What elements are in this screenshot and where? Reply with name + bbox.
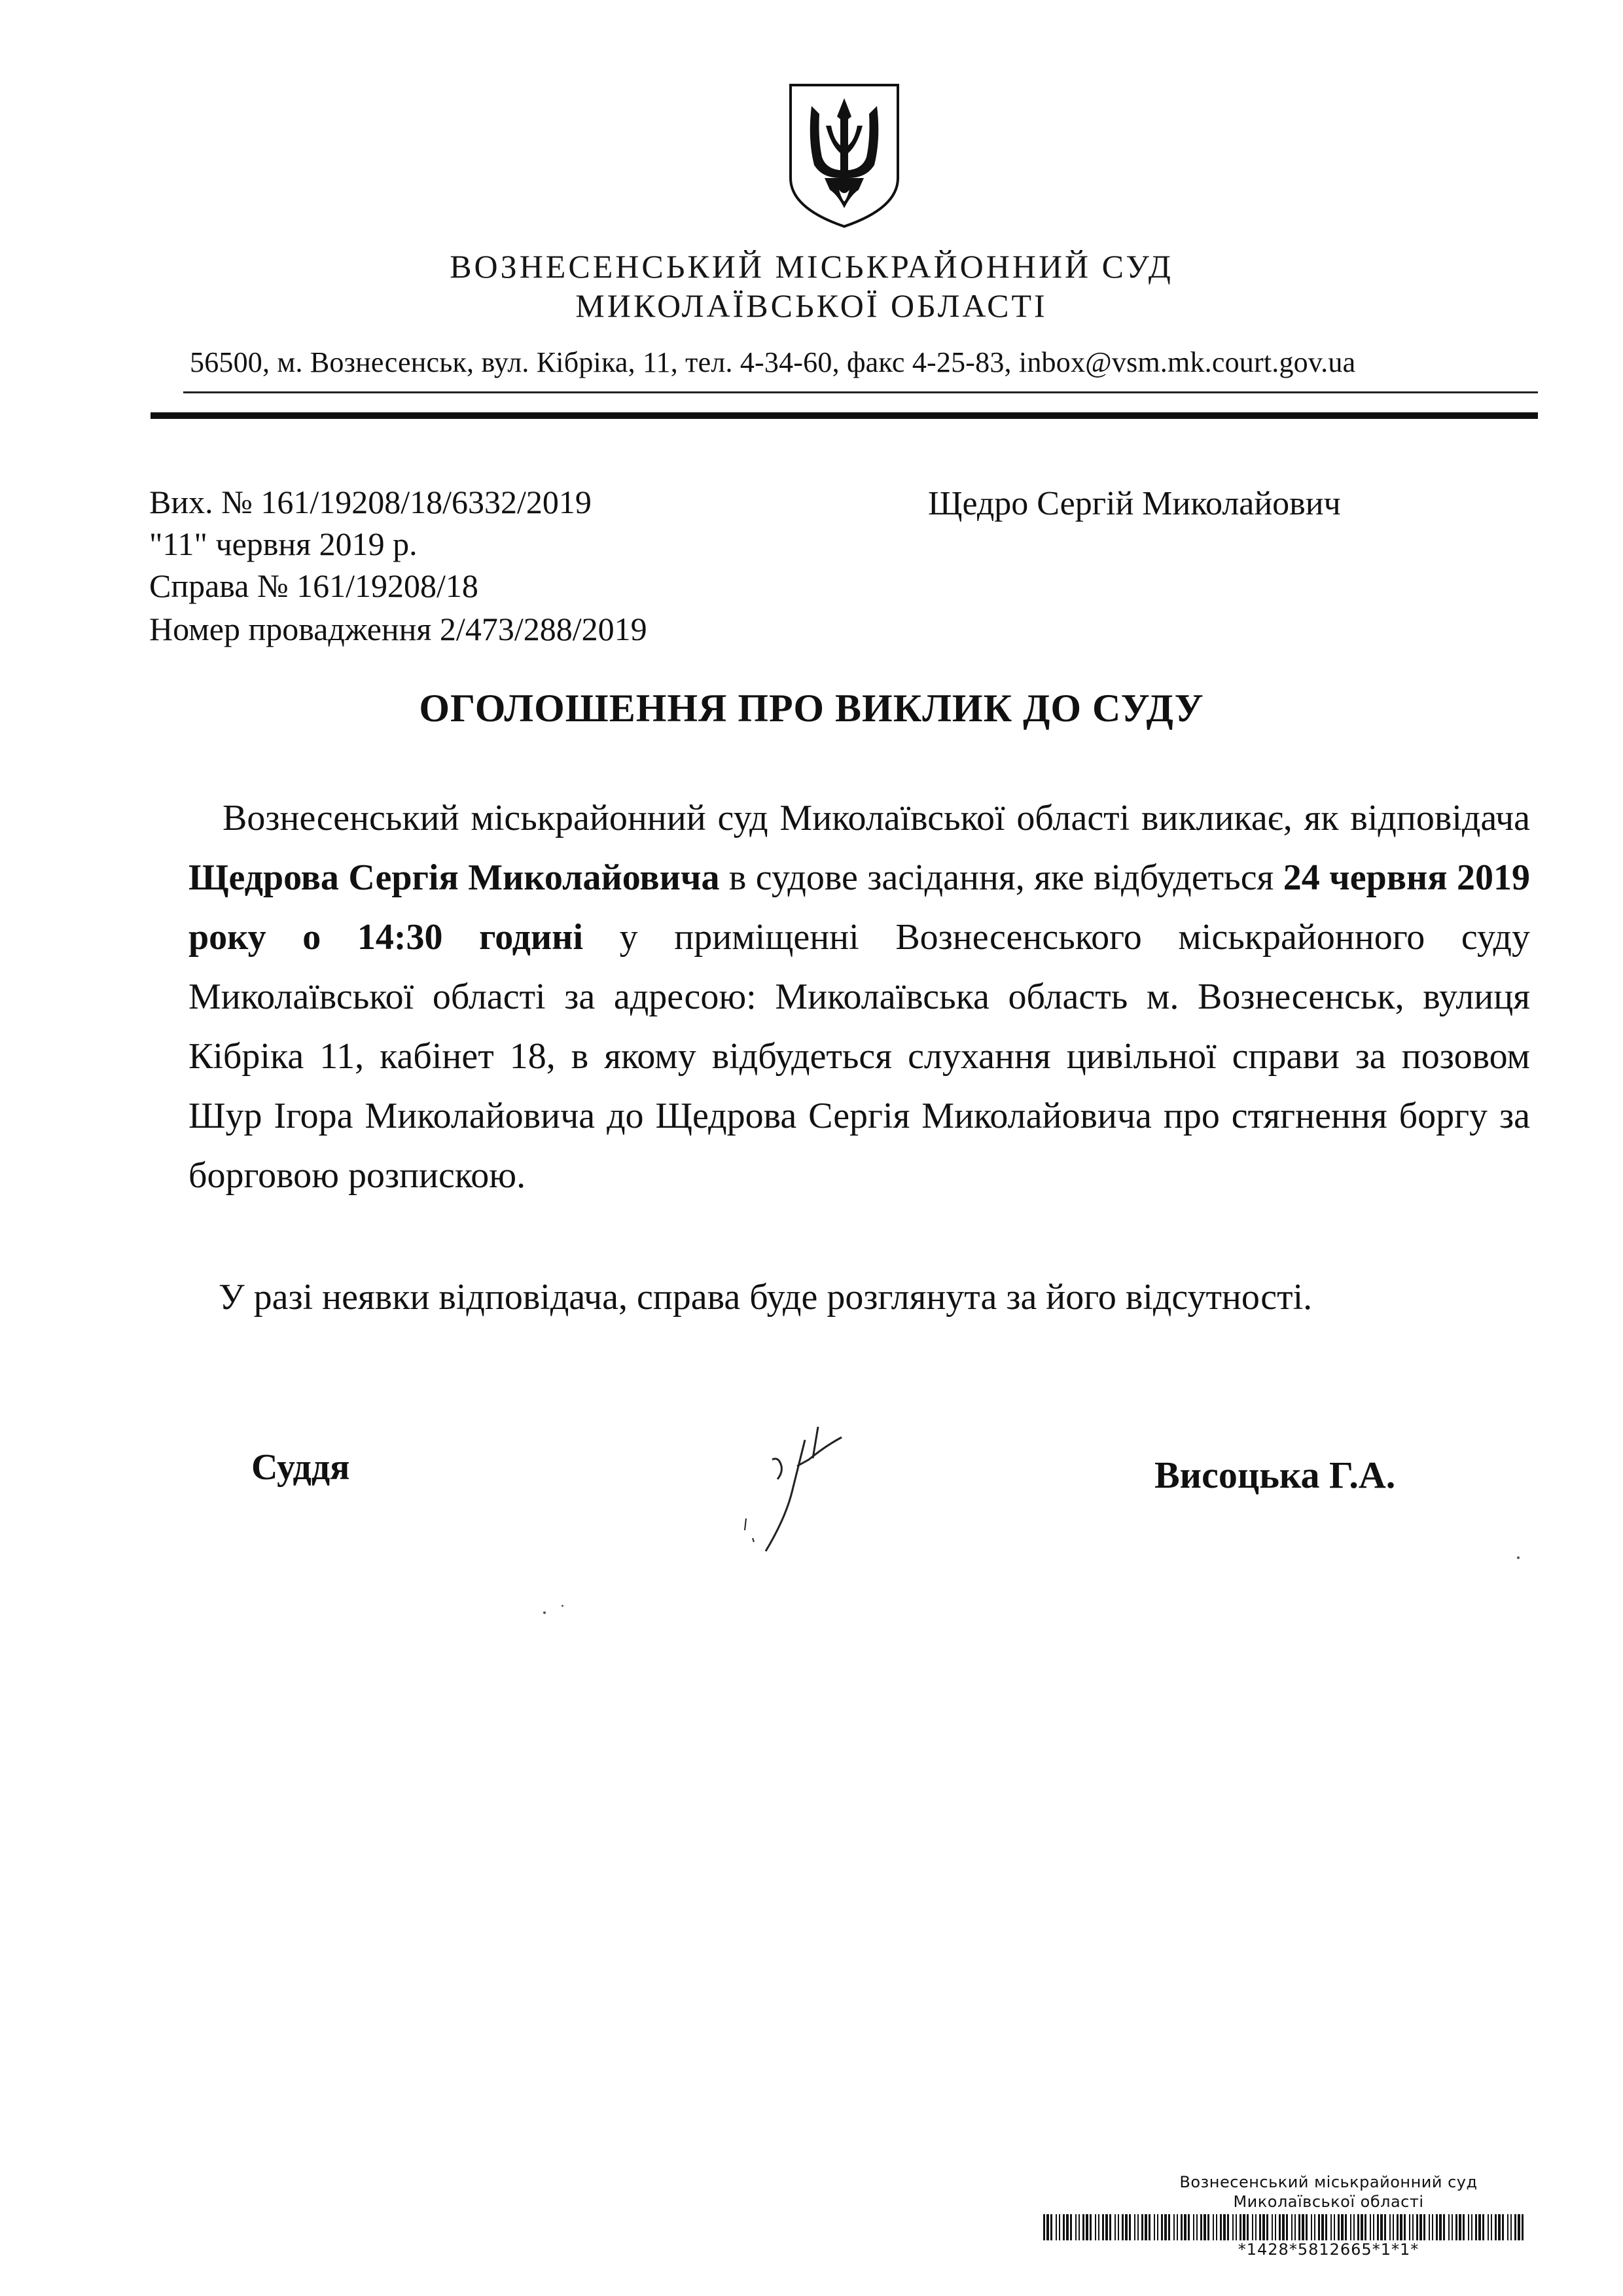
barcode-bar [1079, 2214, 1080, 2240]
barcode-bar [1204, 2214, 1206, 2240]
barcode-bar [1341, 2214, 1344, 2240]
barcode-bar [1393, 2214, 1394, 2240]
barcode-bar [1380, 2214, 1383, 2240]
barcode-bar [1510, 2214, 1512, 2240]
scan-speck [543, 1611, 546, 1614]
barcode-bar [1223, 2214, 1226, 2240]
barcode-bar [1063, 2214, 1065, 2240]
barcode-bar [1177, 2214, 1178, 2240]
barcode-bar [1279, 2214, 1281, 2240]
barcode-bar [1227, 2214, 1229, 2240]
defendant-name: Щедрова Сергія Миколайовича [188, 857, 720, 898]
barcode-bar [1302, 2214, 1304, 2240]
barcode-bar [1330, 2214, 1332, 2240]
barcode-bar [1252, 2214, 1253, 2240]
barcode-bar [1115, 2214, 1116, 2240]
barcode-bar [1364, 2214, 1366, 2240]
body-text-part3: у приміщенні Вознесенського міськрайонного суду Миколаївської області за адресою: Миколаївська область м. Вознесенськ, вулиця Кібріка 11, кабінет 18, в якому відбудеться слухання цивільної справи за позовом Шур Ігора Миколайовича до Щедрова Сергія Миколайовича про стягнення боргу за борговою розпискою. [188, 917, 1530, 1196]
body-text-part2: в судове засідання, яке відбудеться [719, 857, 1283, 898]
barcode-bar [1243, 2214, 1245, 2240]
barcode-bar [1272, 2214, 1273, 2240]
body-text-part1: Вознесенський міськрайонний суд Миколаївської області викликає, як відповідача [223, 798, 1530, 838]
barcode-bar [1149, 2214, 1150, 2240]
barcode-bar [1412, 2214, 1414, 2240]
barcode-bar [1168, 2214, 1170, 2240]
letter-date: "11" червня 2019 р. [149, 526, 418, 562]
proceeding-number: Номер провадження 2/473/288/2019 [149, 611, 647, 647]
barcode-bar [1240, 2214, 1241, 2240]
barcode-bar [1514, 2214, 1516, 2240]
barcode-bar [1357, 2214, 1359, 2240]
barcode-bar [1213, 2214, 1214, 2240]
barcode-bar [1306, 2214, 1308, 2240]
barcode-bar [1196, 2214, 1198, 2240]
barcode-bar [1105, 2214, 1108, 2240]
barcode-bar [1059, 2214, 1060, 2240]
barcode-bar [1043, 2214, 1045, 2240]
hearing-datetime: 24 червня 2019 року о 14:30 годині [188, 857, 1530, 958]
barcode-bar [1145, 2214, 1147, 2240]
barcode-bar [1125, 2214, 1128, 2240]
barcode-bar [1095, 2214, 1096, 2240]
stamp-court-name: Вознесенський міськрайонний суд [1179, 2173, 1478, 2191]
barcode-bar [1463, 2214, 1465, 2240]
barcode-bar [1102, 2214, 1104, 2240]
barcode-bar [1056, 2214, 1057, 2240]
barcode-bar [1188, 2214, 1190, 2240]
barcode-bar [1232, 2214, 1234, 2240]
outgoing-number: Вих. № 161/19208/18/6332/2019 [149, 484, 592, 520]
barcode-bar [1207, 2214, 1209, 2240]
court-name-line2: МИКОЛАЇВСЬКОЇ ОБЛАСТІ [575, 287, 1048, 324]
barcode-bar [1389, 2214, 1391, 2240]
barcode-bar [1432, 2214, 1433, 2240]
barcode-bar [1429, 2214, 1430, 2240]
barcode-bar [1262, 2214, 1265, 2240]
court-contacts: 56500, м. Вознесенськ, вул. Кібріка, 11, тел. 4-34-60, факс 4-25-83, inbox@vsm.mk.court.gov.ua [190, 346, 1356, 378]
barcode-bar [1502, 2214, 1504, 2240]
barcode-bar [1220, 2214, 1222, 2240]
signatory-role: Суддя [251, 1447, 350, 1488]
barcode-bar [1200, 2214, 1202, 2240]
barcode-bar [1193, 2214, 1194, 2240]
barcode-bar [1275, 2214, 1276, 2240]
barcode-bar [1082, 2214, 1084, 2240]
barcode-bar [1122, 2214, 1124, 2240]
barcode-bar [1109, 2214, 1111, 2240]
barcode-bar [1361, 2214, 1363, 2240]
barcode-bar [1291, 2214, 1293, 2240]
barcode-bar [1161, 2214, 1163, 2240]
barcode-bar [1046, 2214, 1049, 2240]
barcode-bar [1468, 2214, 1469, 2240]
barcode-bar [1255, 2214, 1257, 2240]
barcode-bar [1455, 2214, 1457, 2240]
barcode-bar [1184, 2214, 1186, 2240]
barcode-bar [1518, 2214, 1520, 2240]
barcode-bar [1259, 2214, 1261, 2240]
barcode-bar [1090, 2214, 1092, 2240]
barcode-bar [1397, 2214, 1399, 2240]
summons-paragraph [188, 789, 1530, 1206]
barcode-bar [1498, 2214, 1501, 2240]
barcode-bar [1338, 2214, 1340, 2240]
barcode-bar [1286, 2214, 1288, 2240]
barcode-bar [1066, 2214, 1069, 2240]
barcode-bar [1325, 2214, 1327, 2240]
barcode-bar [1471, 2214, 1472, 2240]
scan-speck [1517, 1556, 1520, 1559]
barcode-bar [1294, 2214, 1296, 2240]
barcode-bar [1370, 2214, 1371, 2240]
barcode-bar [1404, 2214, 1406, 2240]
barcode-bar [1384, 2214, 1386, 2240]
header-divider-thin [183, 391, 1538, 393]
barcode-bar [1173, 2214, 1175, 2240]
barcode-bar [1321, 2214, 1324, 2240]
stamp-region: Миколаївської області [1233, 2193, 1424, 2211]
barcode-bar [1134, 2214, 1135, 2240]
barcode-bar [1507, 2214, 1508, 2240]
case-number: Справа № 161/19208/18 [149, 567, 478, 604]
barcode-bar [1266, 2214, 1268, 2240]
barcode-bar [1452, 2214, 1453, 2240]
barcode-bar [1416, 2214, 1418, 2240]
barcode-bar [1448, 2214, 1450, 2240]
barcode-bar [1345, 2214, 1347, 2240]
coat-of-arms-icon [785, 80, 903, 230]
scan-speck [562, 1605, 563, 1607]
document-title: ОГОЛОШЕННЯ ПРО ВИКЛИК ДО СУДУ [419, 687, 1204, 730]
barcode-bar [1423, 2214, 1425, 2240]
barcode-bar [1495, 2214, 1497, 2240]
court-name-line1: ВОЗНЕСЕНСЬКИЙ МІСЬКРАЙОННИЙ СУД [450, 248, 1173, 285]
barcode-bar [1373, 2214, 1374, 2240]
barcode-bar [1400, 2214, 1402, 2240]
barcode-bar [1154, 2214, 1155, 2240]
barcode-bar [1118, 2214, 1119, 2240]
barcode-bar [1070, 2214, 1072, 2240]
barcode-bar [1075, 2214, 1077, 2240]
barcode-bar [1419, 2214, 1422, 2240]
barcode-bar [1443, 2214, 1445, 2240]
barcode-bar [1157, 2214, 1158, 2240]
barcode-bar [1247, 2214, 1249, 2240]
barcode-bar [1236, 2214, 1237, 2240]
barcode-bar [1478, 2214, 1481, 2240]
barcode-bar [1350, 2214, 1351, 2240]
header-divider-thick [151, 412, 1538, 419]
barcode-bar [1318, 2214, 1320, 2240]
barcode-bar [1141, 2214, 1143, 2240]
barcode-bar [1409, 2214, 1410, 2240]
absence-notice: У разі неявки відповідача, справа буде розглянута за його відсутності. [219, 1277, 1313, 1318]
barcode-bar [1482, 2214, 1484, 2240]
barcode-bar [1216, 2214, 1217, 2240]
barcode-bar [1459, 2214, 1461, 2240]
barcode-bar [1181, 2214, 1183, 2240]
barcode-number: *1428*5812665*1*1* [1238, 2240, 1419, 2259]
barcode-bar [1129, 2214, 1131, 2240]
barcode-bar [1377, 2214, 1379, 2240]
barcode-bar [1137, 2214, 1139, 2240]
barcode-bar [1164, 2214, 1167, 2240]
barcode-bar [1439, 2214, 1442, 2240]
barcode-bar [1491, 2214, 1492, 2240]
barcode-bar [1436, 2214, 1438, 2240]
barcode-bar [1086, 2214, 1088, 2240]
judge-name: Висоцька Г.А. [1154, 1454, 1396, 1496]
barcode-bar [1050, 2214, 1052, 2240]
barcode-bar [1311, 2214, 1312, 2240]
barcode-bar [1282, 2214, 1285, 2240]
barcode-bar [1488, 2214, 1489, 2240]
barcode-bar [1298, 2214, 1300, 2240]
barcode-bar [1098, 2214, 1099, 2240]
barcode-bar [1353, 2214, 1355, 2240]
barcode-bar [1314, 2214, 1315, 2240]
barcode-bar [1334, 2214, 1335, 2240]
handwritten-signature [726, 1420, 890, 1564]
recipient-name: Щедро Сергій Миколайович [928, 485, 1341, 522]
barcode-bar [1475, 2214, 1477, 2240]
barcode-bar [1522, 2214, 1524, 2240]
document-barcode [1043, 2214, 1527, 2240]
